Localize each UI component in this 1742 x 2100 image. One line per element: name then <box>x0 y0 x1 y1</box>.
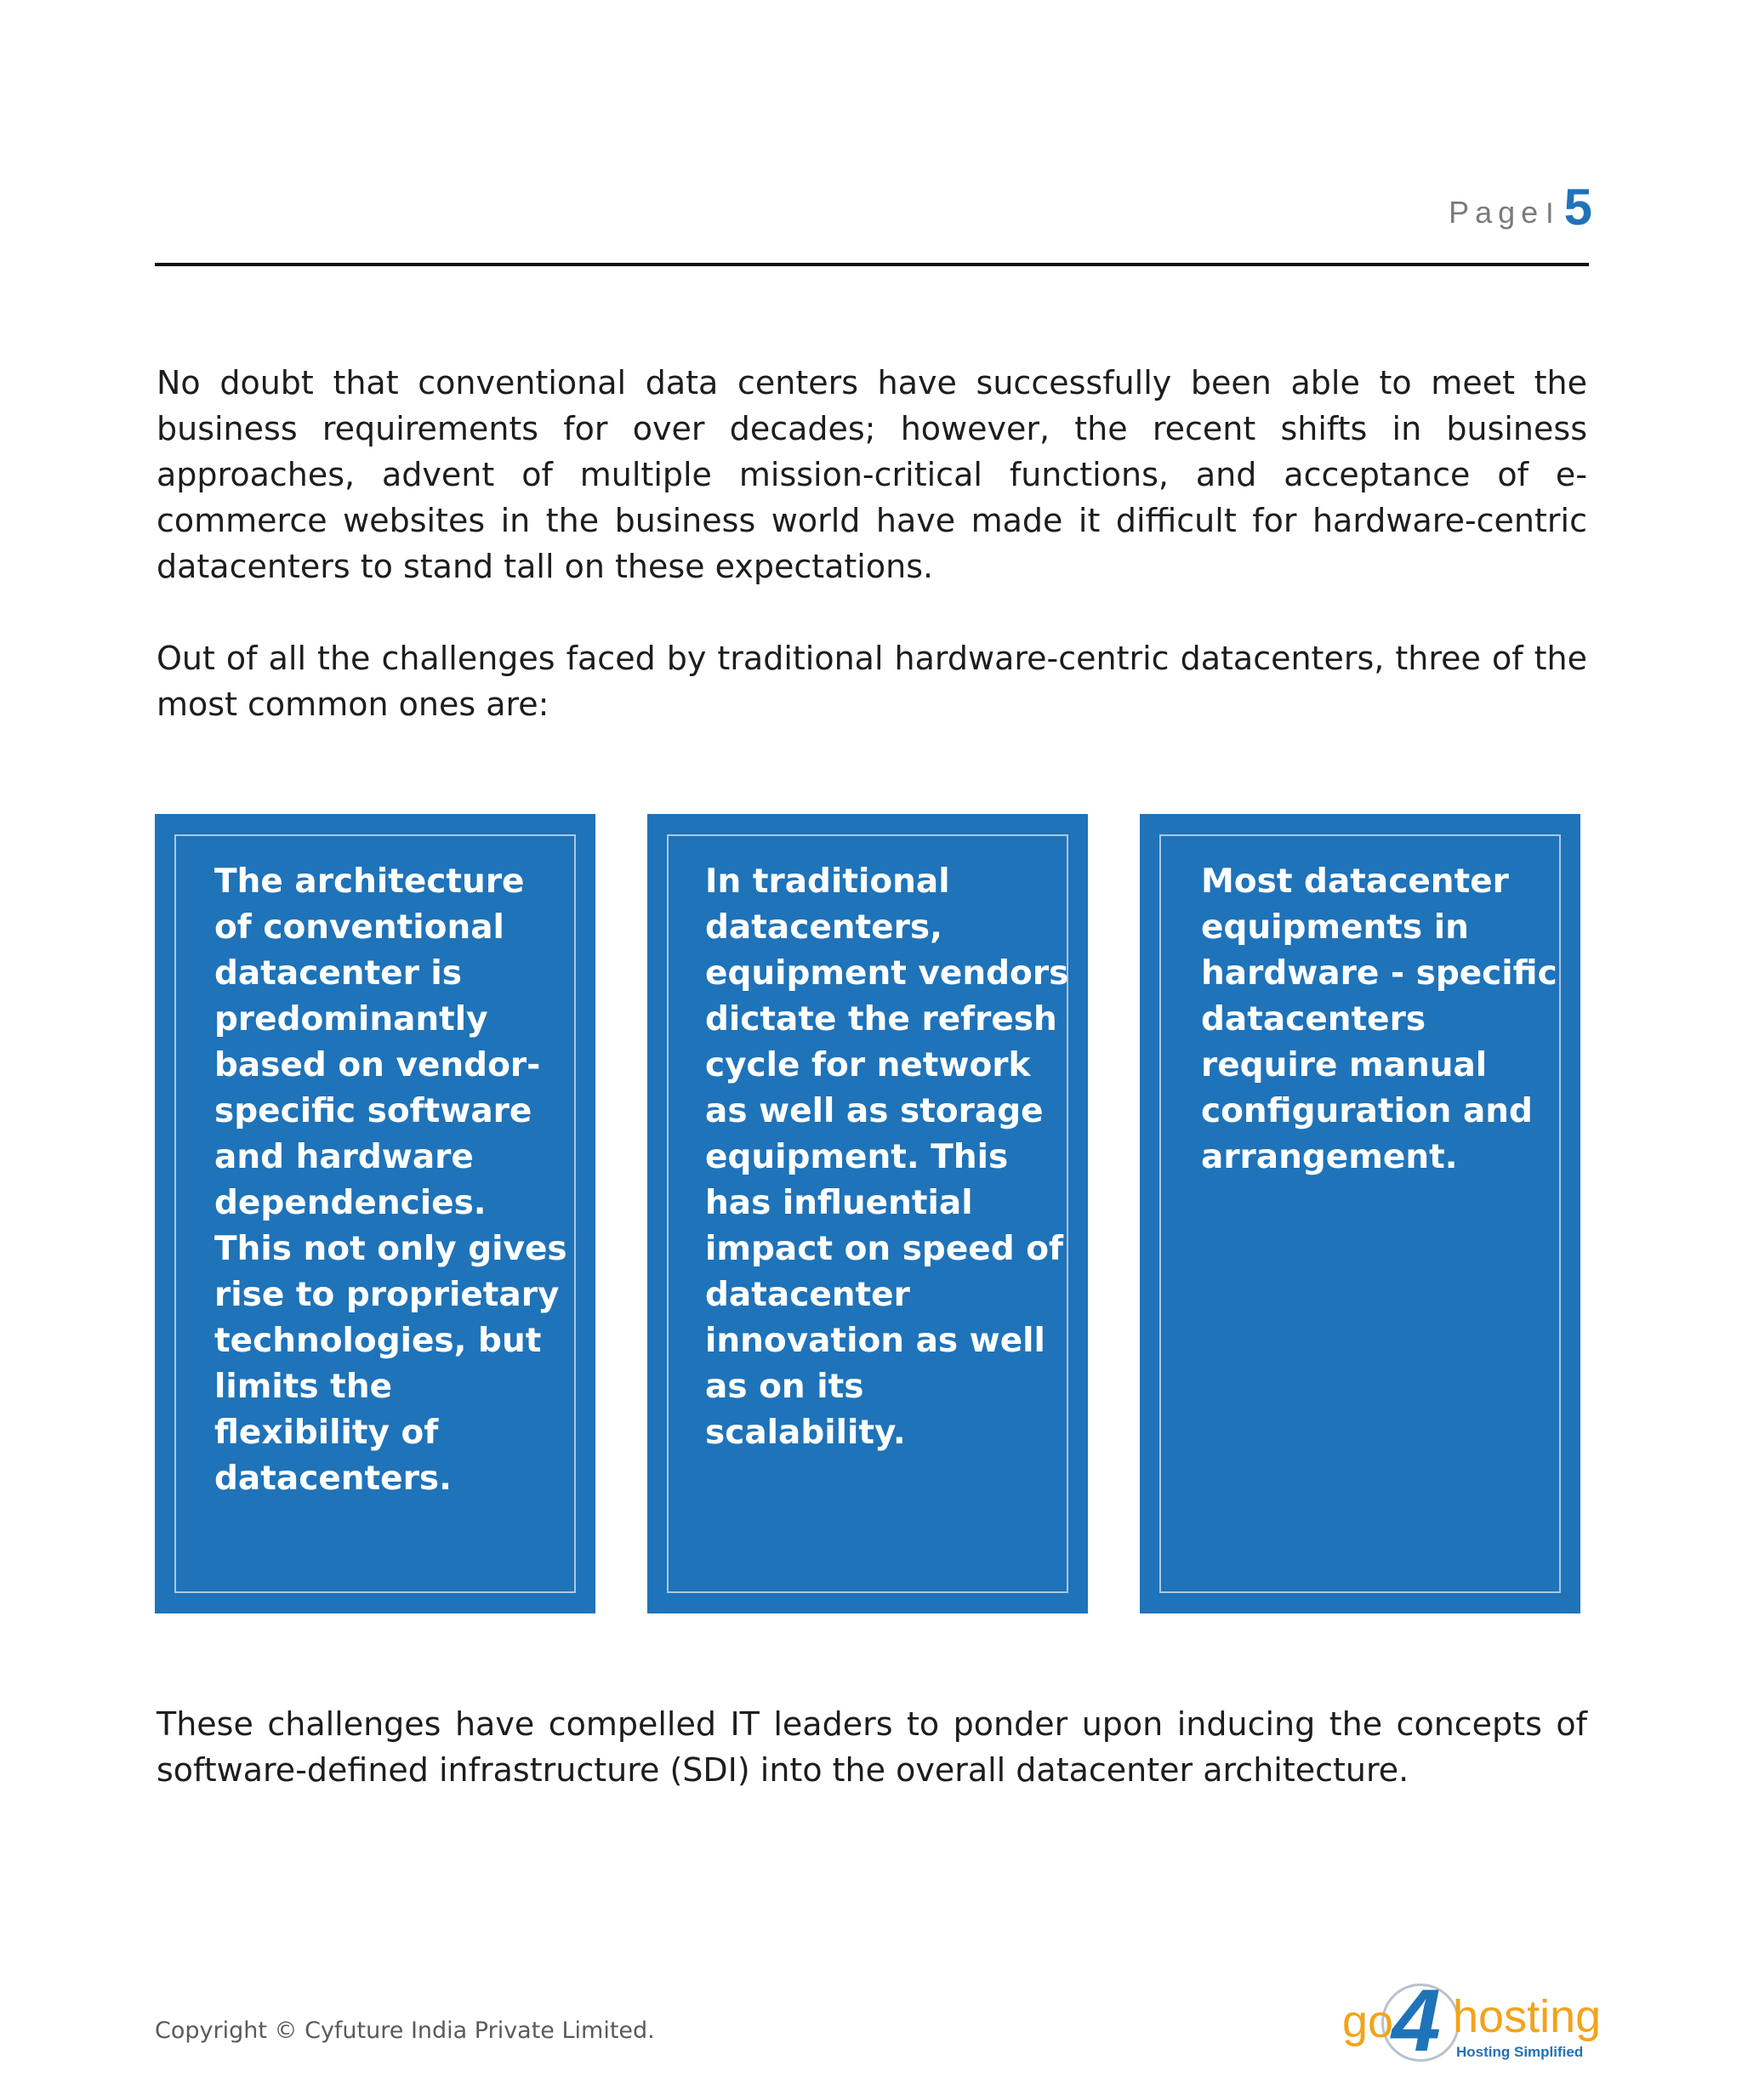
intro-paragraph: No doubt that conventional data centers have successfully been able to meet the business requirements for over decades; however, the recent shifts in business approaches, advent of multiple mission-critical functions, and acceptance of e-commerce websites in the business world have made it difficult for hardware-centric datacenters to stand tall on these expectations. <box>157 364 1587 585</box>
challenge-text: Most datacenter equipments in hardware - specific datacenters require manual configuration and arrangement. <box>1201 862 1557 1176</box>
challenge-text: In traditional datacenters, equipment vendors dictate the refresh cycle for network as well as storage equipment. This has influential impact on speed of datacenter innovation as well as on its scalability. <box>705 862 1069 1452</box>
header-divider <box>155 263 1589 266</box>
challenge-box-architecture <box>155 814 595 1613</box>
page-number <box>1449 179 1592 236</box>
challenge-box-refresh-cycle <box>647 814 1088 1613</box>
page-label: Page <box>1449 195 1545 230</box>
challenge-box-manual-configuration <box>1140 814 1580 1613</box>
logo-text-hosting: hosting <box>1453 1991 1602 2042</box>
page-separator: I <box>1546 197 1554 230</box>
conclusion-paragraph: These challenges have compelled IT leaders to ponder upon inducing the concepts of software-defined infrastructure (SDI) into the overall datacenter architecture. <box>157 1705 1587 1789</box>
logo-tagline: Hosting Simplified <box>1456 2044 1584 2060</box>
lead-paragraph: Out of all the challenges faced by traditional hardware-centric datacenters, three of the most common ones are: <box>157 640 1587 723</box>
logo-text-four: 4 <box>1392 1972 1441 2070</box>
go4hosting-logo <box>1339 1972 1602 2070</box>
logo-text-go: go <box>1342 1996 1394 2047</box>
page-number-value: 5 <box>1563 179 1592 236</box>
challenge-text: The architecture of conventional datacenter is predominantly based on vendor-specific software and hardware dependencies. This not only gives rise to proprietary technologies, but limits the flexibility of datacenters. <box>214 862 567 1498</box>
copyright-notice: Copyright © Cyfuture India Private Limited. <box>155 2017 655 2044</box>
